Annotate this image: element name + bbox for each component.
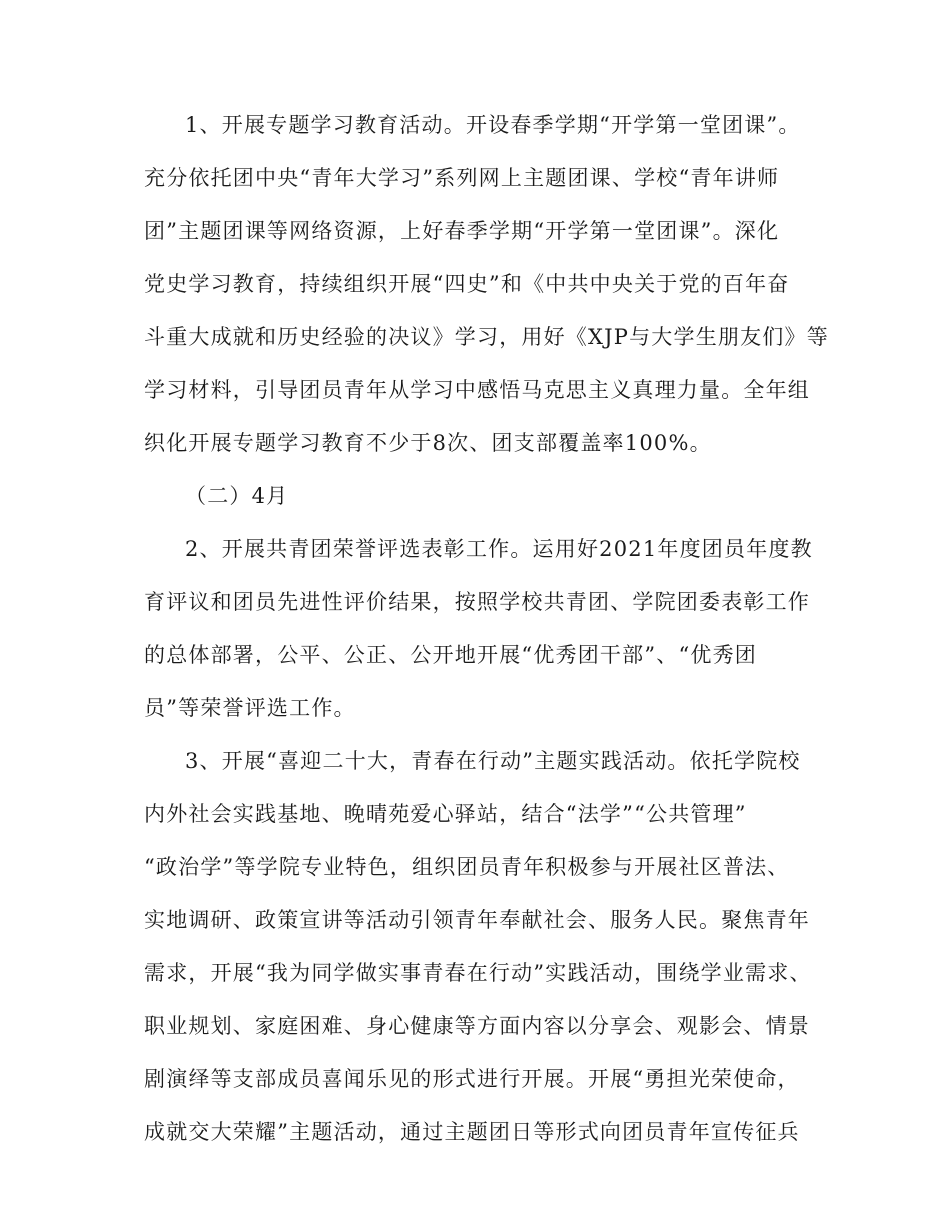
paragraph-2-line-4: 员”等荣誉评选工作。 [144,696,356,720]
paragraph-1-line-6: 学习材料，引导团员青年从学习中感悟马克思主义真理力量。全年组 [144,378,810,402]
paragraph-1-line-1: 1、开展专题学习教育活动。开设春季学期“开学第一堂团课”。 [185,113,801,137]
paragraph-3-line-2: 内外社会实践基地、晚晴苑爱心驿站，结合“法学”“公共管理” [144,802,747,826]
paragraph-1-line-2: 充分依托团中央“青年大学习”系列网上主题团课、学校“青年讲师 [144,166,780,190]
paragraph-2-line-3: 的总体部署，公平、公正、公开地开展“优秀团干部”、“优秀团 [144,643,758,667]
paragraph-3-line-6: 职业规划、家庭困难、身心健康等方面内容以分享会、观影会、情景 [144,1014,810,1038]
paragraph-1-line-7: 织化开展专题学习教育不少于8次、团支部覆盖率100%。 [144,431,712,455]
section-heading-april: （二）4月 [185,484,289,508]
paragraph-3-line-1: 3、开展“喜迎二十大，青春在行动”主题实践活动。依托学院校 [185,749,801,773]
paragraph-3-line-3: “政治学”等学院专业特色，组织团员青年积极参与开展社区普法、 [144,855,790,879]
paragraph-2-line-2: 育评议和团员先进性评价结果，按照学校共青团、学院团委表彰工作 [144,590,810,614]
paragraph-1-line-4: 党史学习教育，持续组织开展“四史”和《中共中央关于党的百年奋 [144,272,790,296]
paragraph-3-line-7: 剧演绎等支部成员喜闻乐见的形式进行开展。开展“勇担光荣使命， [144,1067,800,1091]
paragraph-3-line-8: 成就交大荣耀”主题活动，通过主题团日等形式向团员青年宣传征兵 [144,1120,800,1144]
paragraph-1-line-5: 斗重大成就和历史经验的决议》学习，用好《XJP与大学生朋友们》等 [144,325,829,349]
paragraph-3-line-5: 需求，开展“我为同学做实事青春在行动”实践活动，围绕学业需求、 [144,961,812,985]
paragraph-3-line-4: 实地调研、政策宣讲等活动引领青年奉献社会、服务人民。聚焦青年 [144,908,810,932]
paragraph-1-line-3: 团”主题团课等网络资源，上好春季学期“开学第一堂团课”。深化 [144,219,780,243]
paragraph-2-line-1: 2、开展共青团荣誉评选表彰工作。运用好2021年度团员年度教 [185,537,813,561]
